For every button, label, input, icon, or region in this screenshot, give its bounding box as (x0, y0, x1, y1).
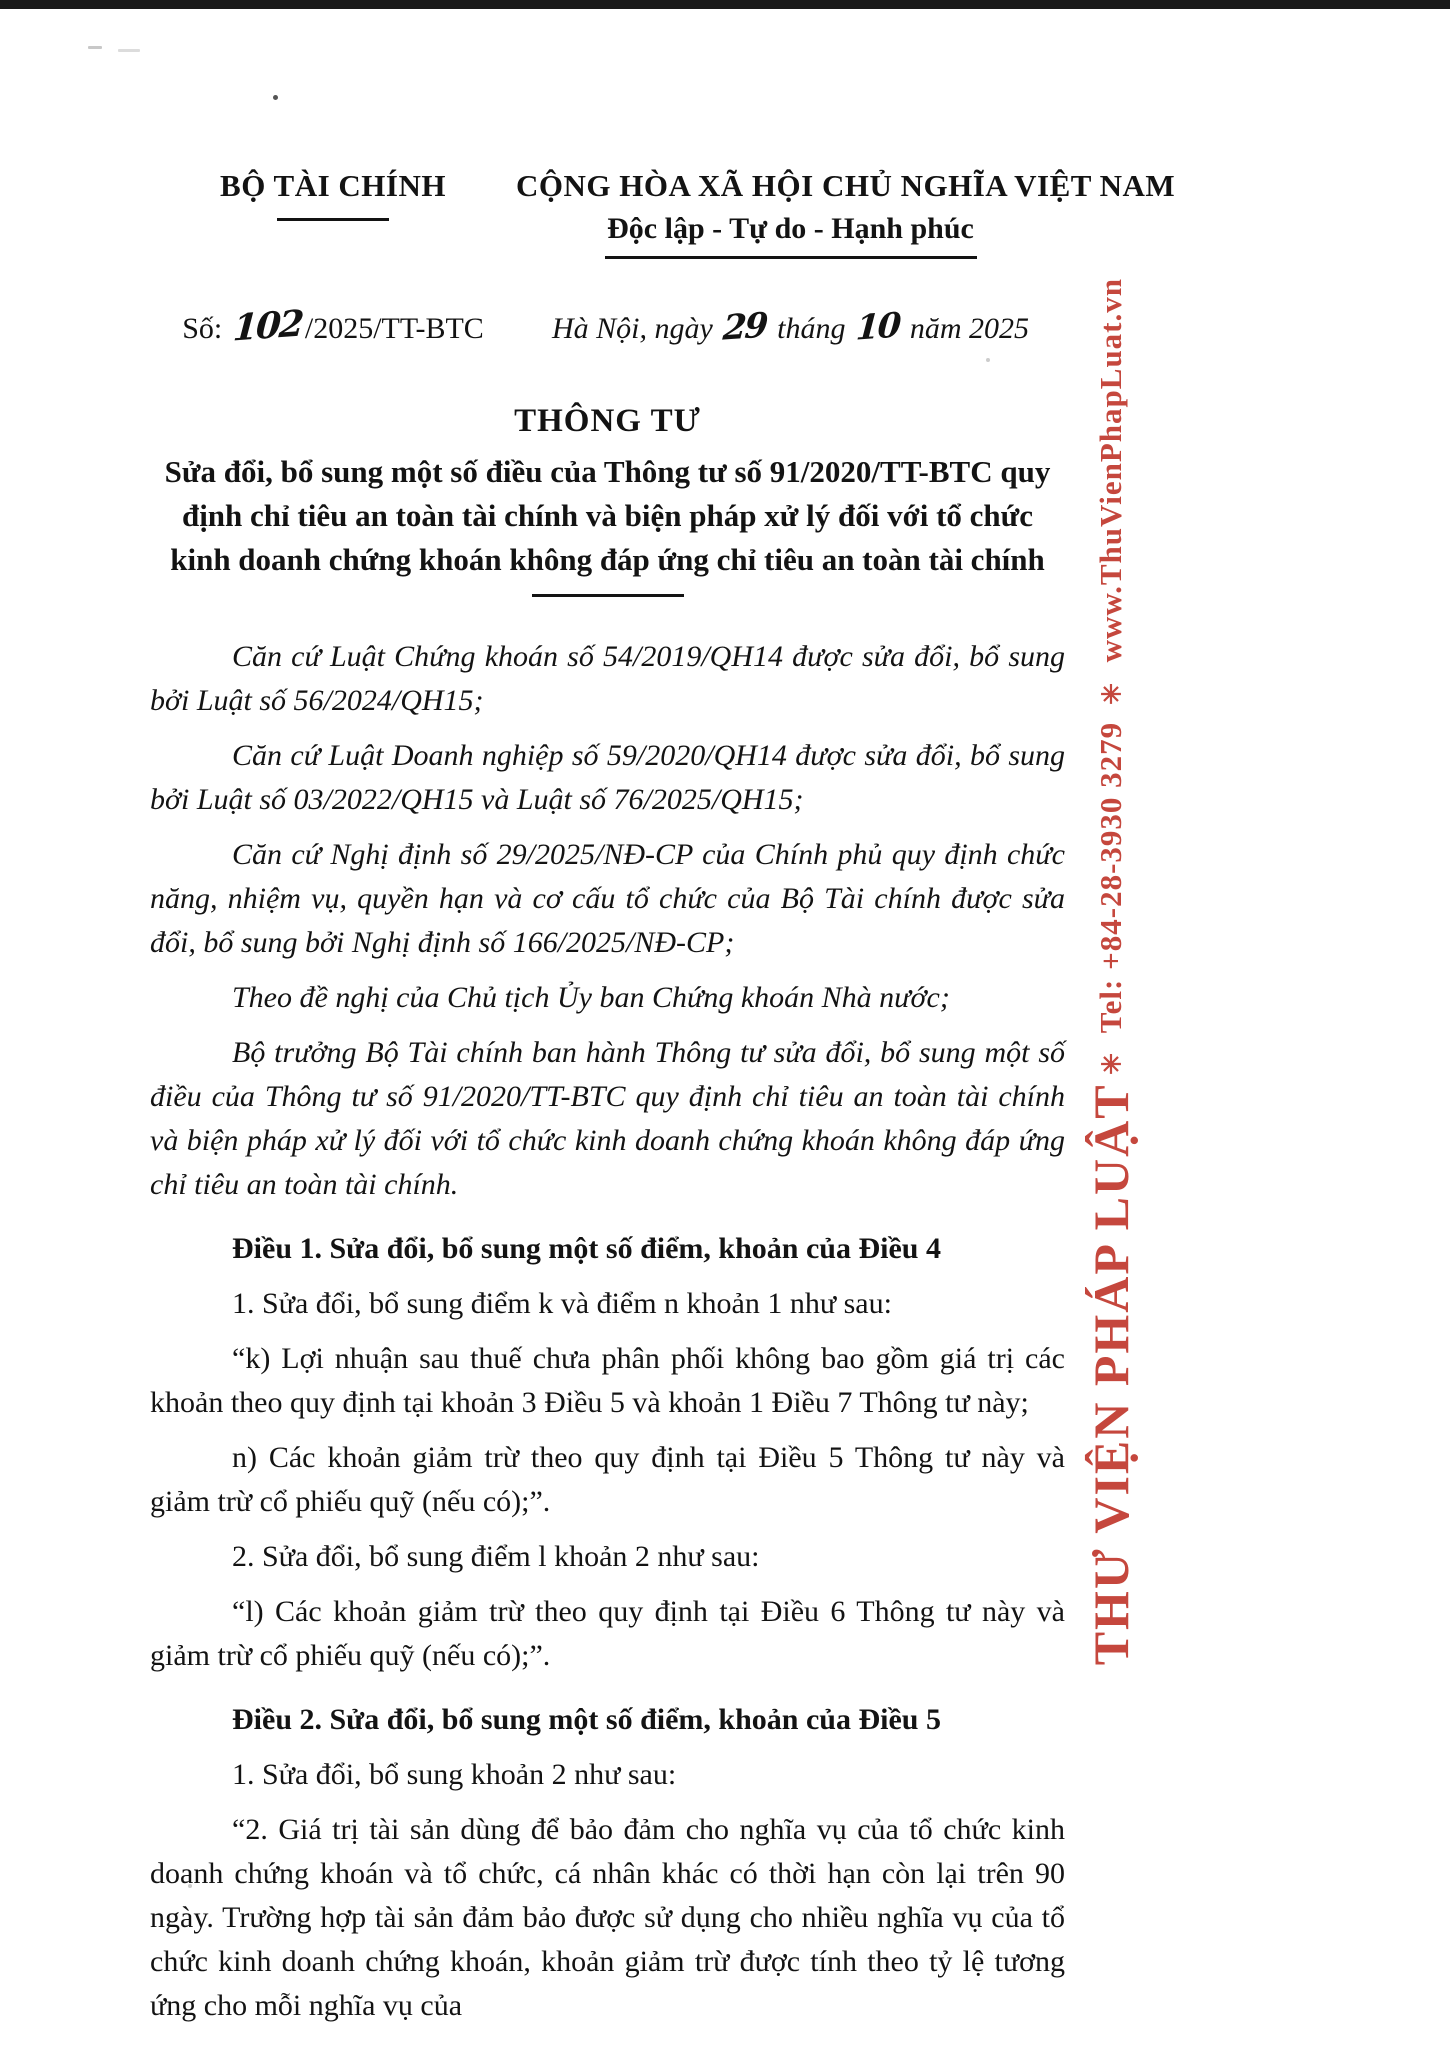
doc-number-handwritten: 102 (231, 302, 304, 350)
date-part3: năm 2025 (909, 312, 1029, 345)
document-number (150, 302, 516, 350)
library-watermark-text (1082, 278, 1140, 1665)
paragraph-3: Căn cứ Nghị định số 29/2025/NĐ-CP của Chính phủ quy định chức năng, nhiệm vụ, quyền hạn và cơ cấu tổ chức của Bộ Tài chính được sửa đổi, bổ sung bởi Nghị định số 166/2025/NĐ-CP; (150, 838, 1065, 959)
paragraph-10: 2. Sửa đổi, bổ sung điểm l khoản 2 như sau: (232, 1540, 760, 1573)
paragraph-7: 1. Sửa đổi, bổ sung điểm k và điểm n khoản 1 như sau: (232, 1287, 892, 1320)
motto-underline (605, 256, 977, 259)
watermark-website: www.ThuVienPhapLuat.vn (1093, 277, 1128, 671)
library-watermark (1082, 278, 1168, 1665)
document-header (150, 168, 1176, 259)
doc-number-suffix: /2025/TT-BTC (304, 312, 484, 345)
date-month-handwritten: 10 (854, 305, 901, 349)
date-part2: tháng (777, 312, 846, 345)
paragraph-11: “l) Các khoản giảm trừ theo quy định tại Điều 6 Thông tư này và giảm trừ cổ phiếu quỹ (nếu có);”. (150, 1595, 1065, 1672)
paragraph-13: 1. Sửa đổi, bổ sung khoản 2 như sau: (232, 1758, 677, 1791)
paragraph-2: Căn cứ Luật Doanh nghiệp số 59/2020/QH14 được sửa đổi, bổ sung bởi Luật số 03/2022/QH15 và Luật số 76/2025/QH15; (150, 739, 1065, 816)
doc-number-prefix: Số: (182, 312, 223, 345)
watermark-library-name: THƯ VIỆN PHÁP LUẬT (1083, 1083, 1139, 1665)
issuing-agency-block (150, 168, 516, 259)
issuing-agency-name: BỘ TÀI CHÍNH (220, 168, 446, 203)
document-date (516, 307, 1065, 347)
paragraphs-container (150, 635, 1065, 2028)
paragraph-1: Căn cứ Luật Chứng khoán số 54/2019/QH14 được sửa đổi, bổ sung bởi Luật số 56/2024/QH15; (150, 640, 1065, 717)
watermark-separator-1: ✳ (1096, 1047, 1125, 1078)
date-day-handwritten: 29 (721, 305, 769, 349)
paragraph-6: Điều 1. Sửa đổi, bổ sung một số điểm, khoản của Điều 4 (232, 1232, 941, 1265)
agency-underline (277, 218, 389, 221)
document-type-title: THÔNG TƯ (514, 403, 701, 439)
paragraph-8: “k) Lợi nhuận sau thuế chưa phân phối không bao gồm giá trị các khoản theo quy định tại khoản 3 Điều 5 và khoản 1 Điều 7 Thông tư này; (150, 1342, 1065, 1419)
national-header-block (516, 168, 1176, 259)
watermark-separator-2: ✳ (1096, 676, 1125, 707)
paragraph-5: Bộ trưởng Bộ Tài chính ban hành Thông tư sửa đổi, bổ sung một số điều của Thông tư số 91/2020/TT-BTC quy định chỉ tiêu an toàn tài chính và biện pháp xử lý đối với tổ chức kinh doanh chứng khoán không đáp ứng chỉ tiêu an toàn tài chính. (150, 1036, 1065, 1201)
paragraph-9: n) Các khoản giảm trừ theo quy định tại Điều 5 Thông tư này và giảm trừ cổ phiếu quỹ (nếu có);”. (150, 1441, 1065, 1518)
title-underline (532, 594, 684, 597)
watermark-telephone: Tel: +84-28-3930 3279 (1093, 712, 1128, 1042)
paragraph-12: Điều 2. Sửa đổi, bổ sung một số điểm, khoản của Điều 5 (232, 1703, 941, 1736)
national-motto: Độc lập - Tự do - Hạnh phúc (607, 212, 974, 245)
national-title: CỘNG HÒA XÃ HỘI CHỦ NGHĨA VIỆT NAM (516, 168, 1176, 203)
paragraph-14: “2. Giá trị tài sản dùng để bảo đảm cho nghĩa vụ của tổ chức kinh doanh chứng khoán và tổ chức, cá nhân khác có thời hạn còn lại trên 90 ngày. Trường hợp tài sản đảm bảo được sử dụng cho nhiều nghĩa vụ của tổ chức kinh doanh chứng khoán, khoản giảm trừ được tính theo tỷ lệ tương ứng cho mỗi nghĩa vụ của (150, 1813, 1065, 2022)
number-date-row (150, 302, 1065, 350)
document-subject-title: Sửa đổi, bổ sung một số điều của Thông tư số 91/2020/TT-BTC quy định chỉ tiêu an toàn tài chính và biện pháp xử lý đối với tổ chức kinh doanh chứng khoán không đáp ứng chỉ tiêu an toàn tài chính (164, 454, 1051, 577)
date-part1: Hà Nội, ngày (552, 312, 713, 345)
paragraph-4: Theo đề nghị của Chủ tịch Ủy ban Chứng khoán Nhà nước; (232, 981, 950, 1014)
